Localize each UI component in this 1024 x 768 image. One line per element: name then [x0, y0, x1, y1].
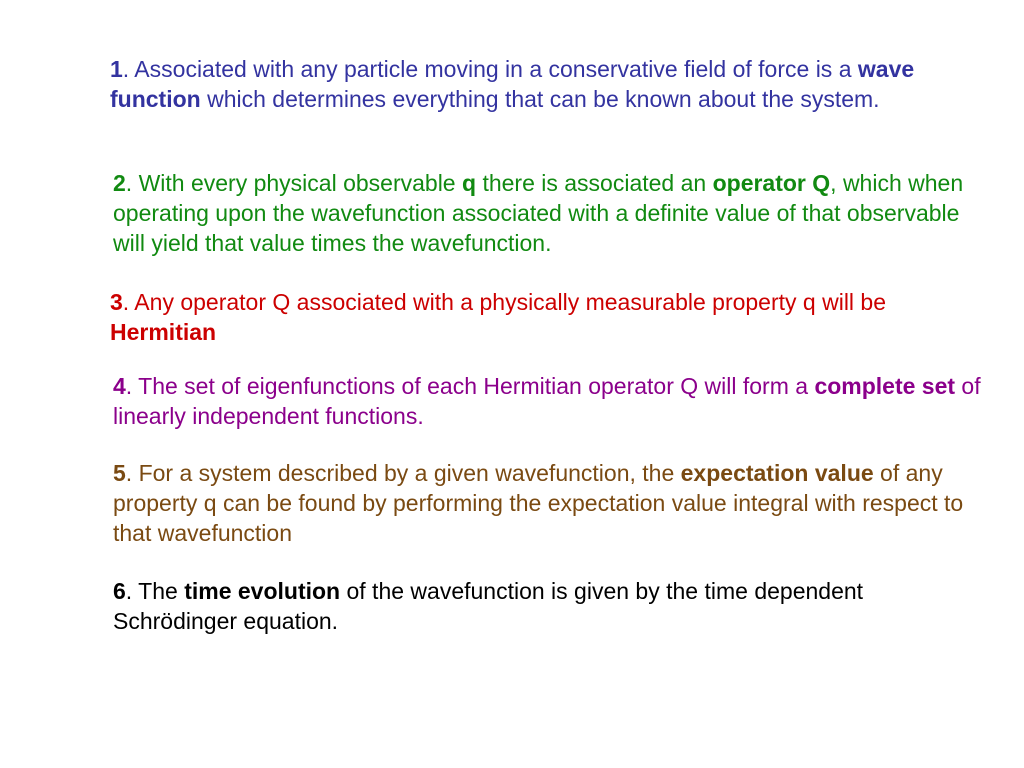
- postulate-text: of the wavefunction is given by the time dependent Schrödinger equation.: [113, 578, 864, 634]
- postulate-number: 6: [113, 578, 126, 604]
- postulate-1: [110, 54, 990, 114]
- postulate-3: [110, 287, 990, 347]
- postulate-number: 2: [113, 170, 126, 196]
- postulate-text: of any property q can be found by performing the expectation value integral with respect to that wavefunction: [113, 460, 964, 546]
- postulate-6: [113, 576, 993, 636]
- postulate-text: of linearly independent functions.: [113, 373, 981, 429]
- postulate-keyword: expectation value: [680, 460, 874, 486]
- postulate-4: [113, 371, 993, 431]
- postulate-text: which determines everything that can be known about the system.: [200, 86, 880, 112]
- postulate-5: [113, 458, 993, 548]
- postulate-keyword: Hermitian: [110, 319, 217, 345]
- postulate-number: 1: [110, 56, 123, 82]
- postulate-keyword: operator Q: [712, 170, 831, 196]
- postulate-text: . The set of eigenfunctions of each Hermitian operator Q will form a: [125, 373, 815, 399]
- postulate-text: there is associated an: [476, 170, 713, 196]
- postulate-number: 5: [113, 460, 126, 486]
- postulate-keyword: time evolution: [184, 578, 341, 604]
- postulate-keyword: complete set: [814, 373, 956, 399]
- postulate-number: 4: [113, 373, 126, 399]
- postulate-text: . With every physical observable: [125, 170, 462, 196]
- postulate-text: . Any operator Q associated with a physically measurable property q will be: [122, 289, 887, 315]
- postulate-text: . The: [125, 578, 185, 604]
- postulate-2: [113, 168, 993, 258]
- postulate-number: 3: [110, 289, 123, 315]
- postulate-text: . For a system described by a given wavefunction, the: [125, 460, 681, 486]
- postulate-keyword: q: [462, 170, 477, 196]
- postulate-text: , which when operating upon the wavefunction associated with a definite value of that observable will yield that value times the wavefunction.: [113, 170, 964, 256]
- postulate-keyword: wave function: [110, 56, 915, 112]
- postulate-text: . Associated with any particle moving in a conservative field of force is a: [122, 56, 858, 82]
